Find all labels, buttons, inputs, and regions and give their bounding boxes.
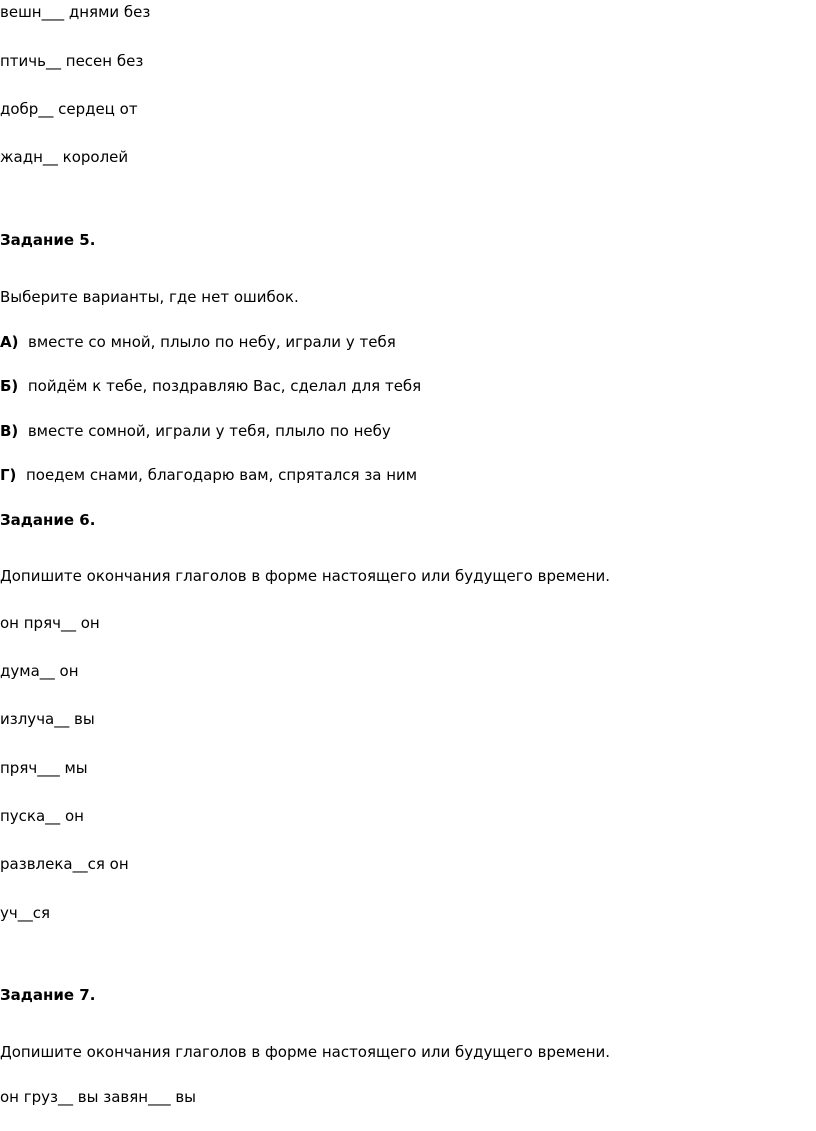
exercise-line: дума__ он <box>0 662 79 680</box>
task-7-instruction: Допишите окончания глаголов в форме настоящего или будущего времени. <box>0 1043 611 1061</box>
exercise-line: птичь__ песен без <box>0 52 144 70</box>
option-label: Б) <box>0 377 19 395</box>
option-text: поедем снами, благодарю вам, спрятался за ним <box>25 466 418 484</box>
option-label: А) <box>0 333 19 351</box>
task-7-title: Задание 7. <box>0 986 96 1004</box>
exercise-line: он пряч__ он <box>0 614 100 632</box>
option-label: Г) <box>0 466 17 484</box>
task-6-instruction: Допишите окончания глаголов в форме настоящего или будущего времени. <box>0 567 611 585</box>
exercise-line: жадн__ королей <box>0 148 129 166</box>
exercise-line: развлека__ся он <box>0 855 129 873</box>
option-text: пойдём к тебе, поздравляю Вас, сделал для тебя <box>27 377 422 395</box>
task-5-instruction: Выберите варианты, где нет ошибок. <box>0 288 299 306</box>
exercise-line: уч__ся <box>0 904 51 922</box>
task-5-option-d <box>0 465 417 485</box>
option-label: В) <box>0 422 19 440</box>
task-6-title: Задание 6. <box>0 511 96 529</box>
task-5-option-a <box>0 332 396 352</box>
option-text: вместе со мной, плыло по небу, играли у тебя <box>28 333 396 351</box>
exercise-line: добр__ сердец от <box>0 100 138 118</box>
option-text: вместе сомной, играли у тебя, плыло по небу <box>27 422 391 440</box>
task-5-option-c <box>0 421 391 441</box>
task-5-option-b <box>0 376 421 396</box>
task-5-title: Задание 5. <box>0 231 96 249</box>
exercise-line: пуска__ он <box>0 807 84 825</box>
exercise-line: пряч___ мы <box>0 759 88 777</box>
exercise-line: излуча__ вы <box>0 710 95 728</box>
exercise-line: он груз__ вы завян___ вы <box>0 1088 197 1106</box>
exercise-line: вешн___ днями без <box>0 3 151 21</box>
